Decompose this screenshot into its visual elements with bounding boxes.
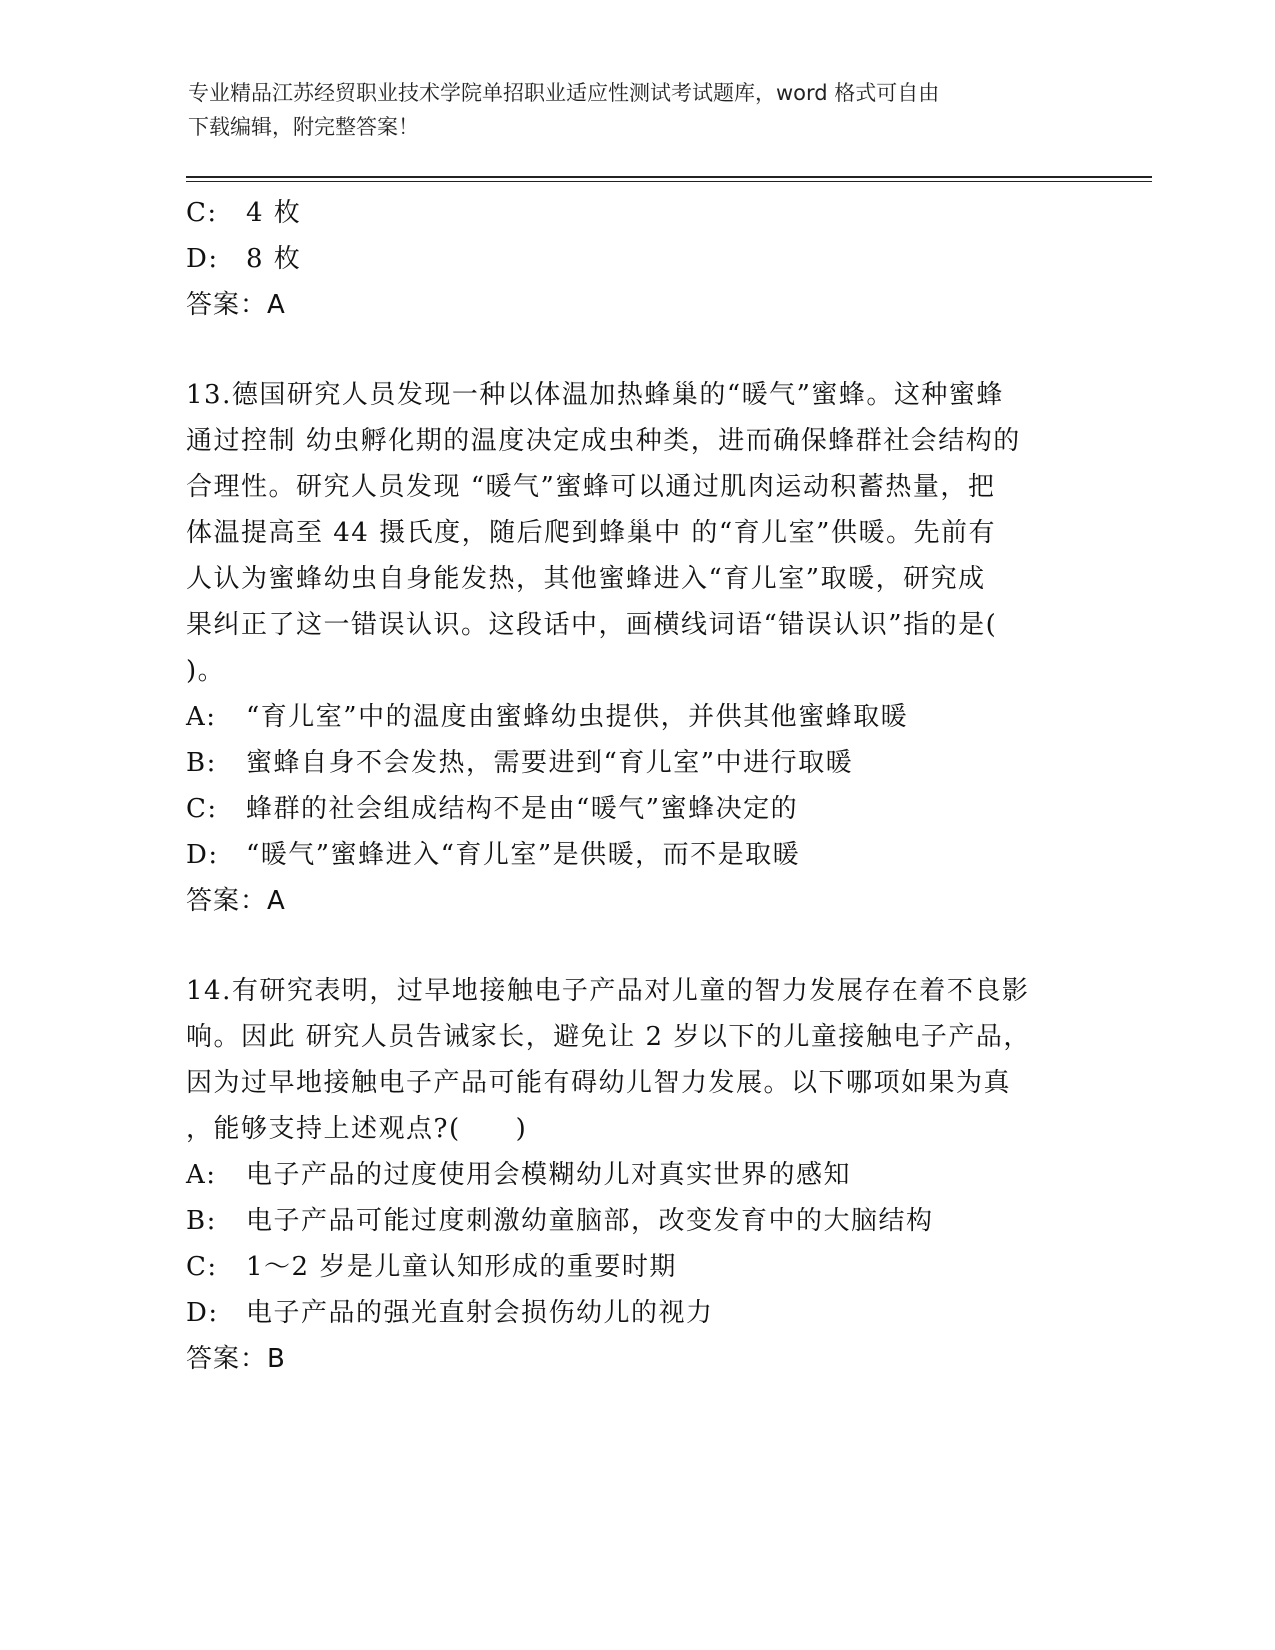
answer-line: 答案：B bbox=[186, 1344, 286, 1374]
page-header bbox=[188, 76, 1068, 144]
option-letter: D: bbox=[186, 244, 219, 274]
option-text: 8 枚 bbox=[246, 244, 302, 274]
question-text-line: 13.德国研究人员发现一种以体温加热蜂巢的“暖气”蜜蜂。这种蜜蜂 bbox=[186, 380, 1004, 410]
header-line-2: 下载编辑，附完整答案！ bbox=[188, 115, 419, 139]
option-letter: B: bbox=[186, 1206, 217, 1236]
option-text: 电子产品的过度使用会模糊幼儿对真实世界的感知 bbox=[246, 1160, 852, 1190]
answer-line: 答案：A bbox=[186, 290, 286, 320]
document-body bbox=[186, 190, 1086, 1382]
option-letter: D: bbox=[186, 840, 219, 870]
question-14 bbox=[186, 968, 1086, 1382]
answer-line: 答案：A bbox=[186, 886, 286, 916]
option-letter: C: bbox=[186, 198, 218, 228]
option-text: “暖气”蜜蜂进入“育儿室”是供暖，而不是取暖 bbox=[246, 840, 801, 870]
option-d bbox=[186, 832, 1086, 878]
option-text: 电子产品可能过度刺激幼童脑部，改变发育中的大脑结构 bbox=[246, 1206, 934, 1236]
option-text: 蜂群的社会组成结构不是由“暖气”蜜蜂决定的 bbox=[246, 794, 799, 824]
question-text-line: 通过控制 幼虫孵化期的温度决定成虫种类，进而确保蜂群社会结构的 bbox=[186, 426, 1021, 456]
question-text-line: 合理性。研究人员发现 “暖气”蜜蜂可以通过肌肉运动积蓄热量，把 bbox=[186, 472, 996, 502]
option-letter: C: bbox=[186, 794, 218, 824]
option-letter: B: bbox=[186, 748, 217, 778]
header-rule-thin bbox=[186, 181, 1152, 182]
option-letter: A: bbox=[186, 1160, 217, 1190]
option-c bbox=[186, 190, 1086, 236]
question-text-line: 果纠正了这一错误认识。这段话中，画横线词语“错误认识”指的是( bbox=[186, 610, 998, 640]
option-a bbox=[186, 1152, 1086, 1198]
header-line-1: 专业精品江苏经贸职业技术学院单招职业适应性测试考试题库，word 格式可自由 bbox=[188, 81, 940, 105]
question-text-line: 响。因此 研究人员告诫家长，避免让 2 岁以下的儿童接触电子产品， bbox=[186, 1022, 1031, 1052]
option-b bbox=[186, 1198, 1086, 1244]
question-12-continued bbox=[186, 190, 1086, 328]
option-text: 4 枚 bbox=[246, 198, 302, 228]
question-text-line: 14.有研究表明，过早地接触电子产品对儿童的智力发展存在着不良影 bbox=[186, 976, 1030, 1006]
option-a bbox=[186, 694, 1086, 740]
question-text-line: 体温提高至 44 摄氏度，随后爬到蜂巢中 的“育儿室”供暖。先前有 bbox=[186, 518, 996, 548]
option-letter: C: bbox=[186, 1252, 218, 1282]
option-letter: A: bbox=[186, 702, 217, 732]
option-text: 1～2 岁是儿童认知形成的重要时期 bbox=[246, 1252, 677, 1282]
option-d bbox=[186, 236, 1086, 282]
option-letter: D: bbox=[186, 1298, 219, 1328]
question-text-line: 因为过早地接触电子产品可能有碍幼儿智力发展。以下哪项如果为真 bbox=[186, 1068, 1012, 1098]
option-text: “育儿室”中的温度由蜜蜂幼虫提供，并供其他蜜蜂取暖 bbox=[246, 702, 909, 732]
option-b bbox=[186, 740, 1086, 786]
question-13 bbox=[186, 372, 1086, 924]
option-text: 蜜蜂自身不会发热，需要进到“育儿室”中进行取暖 bbox=[246, 748, 854, 778]
option-c bbox=[186, 786, 1086, 832]
header-rule-thick bbox=[186, 176, 1152, 178]
question-text-line: 人认为蜜蜂幼虫自身能发热，其他蜜蜂进入“育儿室”取暖，研究成 bbox=[186, 564, 986, 594]
option-d bbox=[186, 1290, 1086, 1336]
option-c bbox=[186, 1244, 1086, 1290]
question-text-line: )。 bbox=[186, 656, 226, 686]
question-text-line: ，能够支持上述观点?( ) bbox=[186, 1114, 528, 1144]
option-text: 电子产品的强光直射会损伤幼儿的视力 bbox=[246, 1298, 714, 1328]
